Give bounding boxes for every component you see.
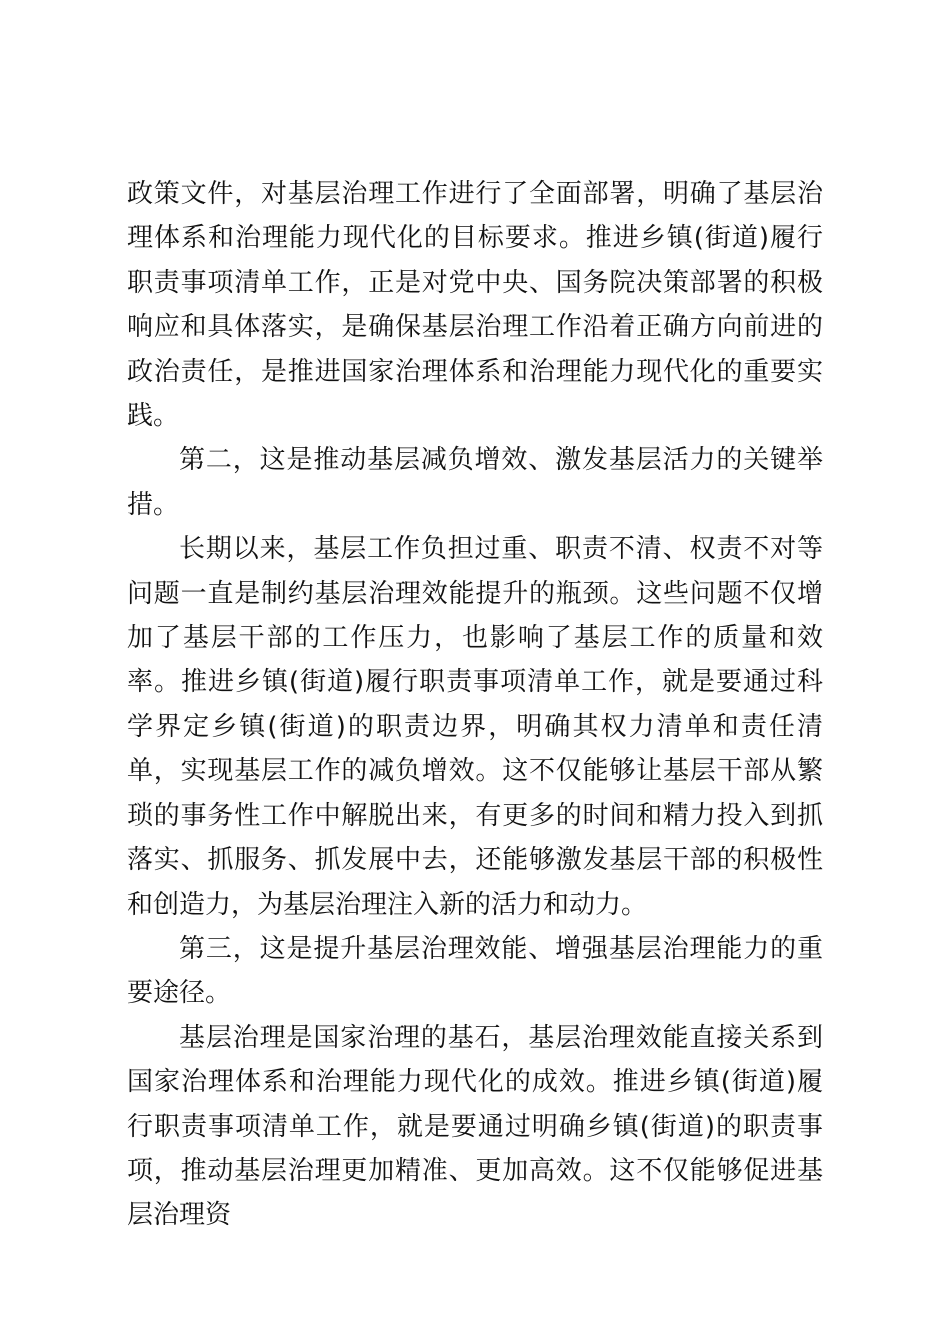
paragraph-continuation: 政策文件，对基层治理工作进行了全面部署，明确了基层治理体系和治理能力现代化的目标要求。推进乡镇(街道)履行职责事项清单工作，正是对党中央、国务院决策部署的积极响应和具体落实，是确保基层治理工作沿着正确方向前进的政治责任，是推进国家治理体系和治理能力现代化的重要实践。: [127, 179, 823, 432]
paragraph-point-three: 第三，这是提升基层治理效能、增强基层治理能力的重要途径。: [127, 933, 823, 1009]
paragraph-point-three-detail: 基层治理是国家治理的基石，基层治理效能直接关系到国家治理体系和治理能力现代化的成效。推进乡镇(街道)履行职责事项清单工作，就是要通过明确乡镇(街道)的职责事项，推动基层治理更加精准、更加高效。这不仅能够促进基层治理资: [127, 1022, 823, 1231]
paragraph-point-two: 第二，这是推动基层减负增效、激发基层活力的关键举措。: [127, 445, 823, 520]
body-text: [127, 172, 823, 1238]
paragraph-point-two-detail: 长期以来，基层工作负担过重、职责不清、权责不对等问题一直是制约基层治理效能提升的瓶颈。这些问题不仅增加了基层干部的工作压力，也影响了基层工作的质量和效率。推进乡镇(街道)履行职责事项清单工作，就是要通过科学界定乡镇(街道)的职责边界，明确其权力清单和责任清单，实现基层工作的减负增效。这不仅能够让基层干部从繁琐的事务性工作中解脱出来，有更多的时间和精力投入到抓落实、抓服务、抓发展中去，还能够激发基层干部的积极性和创造力，为基层治理注入新的活力和动力。: [127, 534, 823, 920]
